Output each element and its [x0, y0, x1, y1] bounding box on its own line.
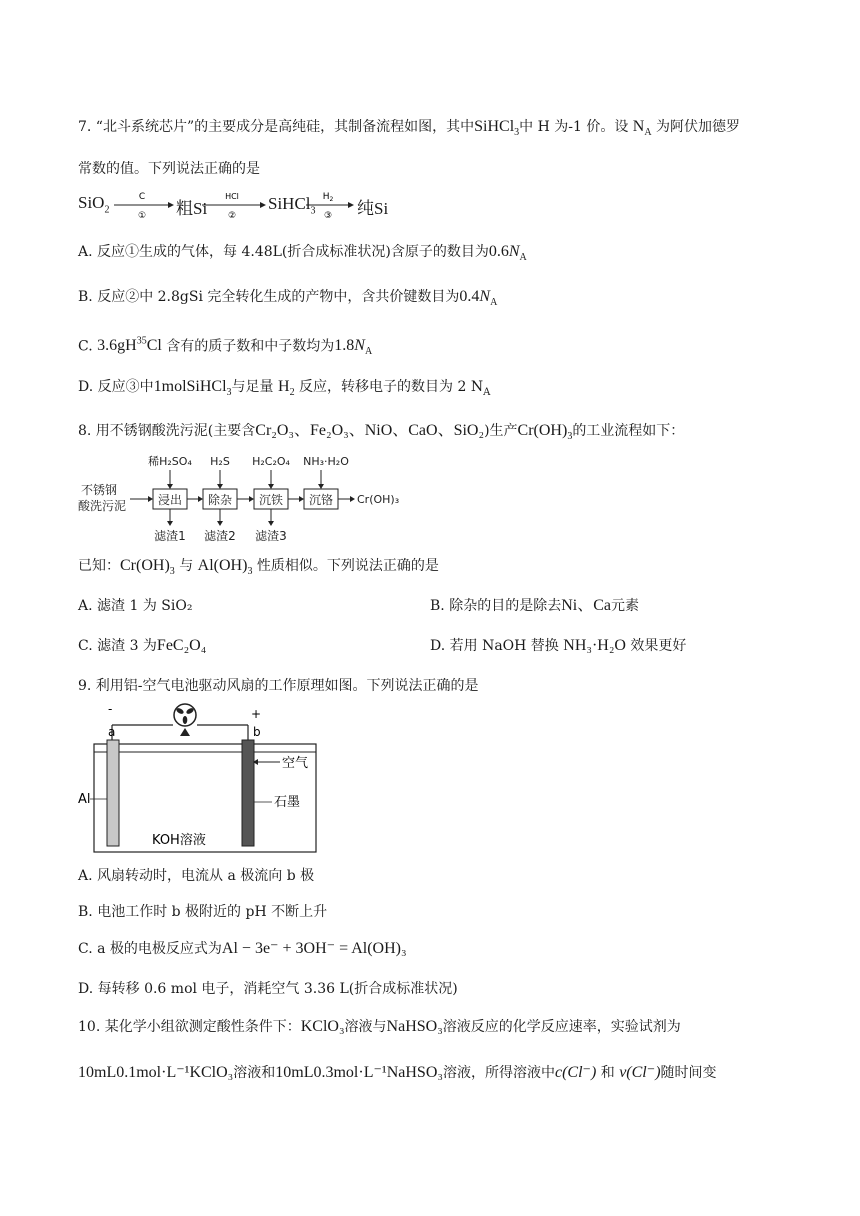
q7-arrow3-top: $H_2$ [322, 192, 334, 203]
q7-stem-line2: 常数的值。下列说法正确的是 [78, 161, 260, 177]
q7-option-a-text: A. 反应①生成的气体，每 4.48L(折合成标准状况)含原子的数目为 [78, 244, 489, 260]
q7-option-d-text-a: D. 反应③中 [78, 379, 154, 395]
q7-arrow1-top: C [138, 192, 146, 202]
q8-known-f1-text: Cr(OH) [120, 557, 170, 574]
q7-option-c-isotope: 35 [136, 336, 147, 347]
q7-na-text: N [632, 118, 645, 135]
q10-stem-kclo3: KClO₃ [300, 1018, 345, 1035]
q7-stem-text-b: 中 H 为-1 价。设 [519, 119, 629, 135]
q9-option-c-formula: Al − 3e⁻ + 3OH⁻ = Al(OH)₃ [221, 940, 407, 957]
q8-option-b-text-b: 元素 [610, 598, 639, 614]
q7-flow-sio2: SiO$_2$ [78, 193, 110, 216]
q9-battery-diagram [72, 700, 332, 860]
q8-option-c-formula: FeC₂O₄ [156, 637, 207, 654]
q7-option-a [78, 242, 527, 268]
q7-stem-text-c: 为阿伏加德罗 [656, 119, 741, 135]
q7-option-c-val: $1.8N_A$ [334, 337, 373, 358]
q8-known-f2: $Al(OH)_3$ [197, 557, 253, 578]
q8-step-4: 沉铬 [308, 493, 334, 507]
q8-step-2: 除杂 [207, 493, 233, 507]
q8-known-f2-text: Al(OH) [197, 557, 248, 574]
q9-al-electrode [107, 740, 119, 846]
q8-option-d-text: D. 若用 NaOH 替换 [430, 638, 559, 654]
q8-option-b-text: B. 除杂的目的是除去 [430, 598, 562, 614]
q8-stem-text-a: 8. 用不锈钢酸洗污泥(主要含 [78, 423, 256, 439]
q7-arrow3-bottom: ③ [323, 211, 333, 221]
q8-residue-1: 滤渣1 [154, 529, 186, 543]
q7-flow-sihcl3-text: SiHCl [268, 194, 311, 213]
q10-line2-reagent2: 10mL0.3mol·L⁻¹NaHSO₃ [275, 1064, 443, 1081]
q7-stem-line1 [78, 117, 740, 143]
q7-option-b-text: B. 反应②中 2.8gSi 完全转化生成的产物中，含共价键数目为 [78, 289, 460, 305]
q8-option-d-formula: NH₃·H₂O [563, 637, 626, 654]
q8-option-b [430, 596, 639, 616]
q8-stem-species: Cr₂O₃、Fe₂O₃、NiO、CaO、SiO₂ [255, 422, 485, 439]
q10-stem-text-c: 溶液反应的化学反应速率，实验试剂为 [442, 1019, 681, 1035]
q7-sihcl3: SiHCl$_3$ [474, 118, 520, 139]
q7-option-d-text-c: 反应，转移电子的数目为 [299, 379, 454, 395]
q7-na: $N_A$ [632, 118, 652, 139]
q7-flow-crude-si: 粗Si [176, 199, 208, 218]
q10-line2-conc: c(Cl⁻) [554, 1064, 597, 1081]
q8-known [78, 556, 439, 582]
q7-flow-pure-si: 纯Si [357, 199, 389, 218]
q10-line2-and: 和 [600, 1065, 615, 1081]
q9-solution-label: KOH溶液 [152, 833, 206, 848]
q7-option-d-val: 2 $N_A$ [457, 379, 491, 398]
q8-option-c-text: C. 滤渣 3 为 [78, 638, 157, 654]
q7-option-a-num: 0.6 [488, 243, 509, 260]
q9-graphite-label: 石墨 [274, 795, 301, 810]
q8-known-f1: $Cr(OH)_3$ [120, 557, 175, 578]
q8-residue-3: 滤渣3 [255, 529, 287, 543]
q7-arrow2-top: HCl [225, 192, 239, 201]
q7-option-c-mass: 3.6gH [97, 337, 137, 355]
q8-reagent-2: H₂S [210, 455, 230, 468]
q7-option-c-formula [97, 337, 162, 354]
q8-option-d [430, 636, 686, 656]
q7-arrow1-bottom: ① [137, 211, 147, 221]
q8-flow-product: Cr(OH)₃ [357, 493, 400, 506]
q10-stem-line2 [78, 1063, 717, 1083]
q9-graphite-electrode [242, 740, 254, 846]
q7-option-b-num: 0.4 [459, 288, 480, 305]
q7-option-c-text: 含有的质子数和中子数均为 [166, 338, 335, 355]
q7-flow [78, 192, 109, 221]
q7-arrow2-bottom: ② [227, 211, 237, 221]
q8-step-3: 沉铁 [258, 493, 284, 507]
q7-option-d-sihcl3: 1molSiHCl [153, 378, 227, 395]
q7-option-c [78, 332, 372, 363]
q10-line2-rate: v(Cl⁻) [619, 1064, 661, 1081]
q9-label-b: b [253, 725, 261, 739]
q10-line2-text-b: 溶液，所得溶液中 [442, 1065, 555, 1081]
q9-option-a: A. 风扇转动时，电流从 a 极流向 b 极 [78, 868, 315, 884]
q8-flow-diagram [76, 452, 416, 544]
q8-reagent-1: 稀H₂SO₄ [148, 455, 192, 468]
q9-minus: - [108, 702, 113, 716]
q8-stem-product: $Cr(OH)_3$ [517, 422, 573, 443]
q7-option-d-h2: $H_2$ [278, 378, 295, 399]
q7-option-a-val: $0.6N_A$ [488, 243, 527, 264]
q8-known-and: 与 [179, 558, 194, 574]
q10-line2-text-e: 随时间变 [660, 1065, 717, 1081]
q9-stem: 9. 利用铝-空气电池驱动风扇的工作原理如图。下列说法正确的是 [78, 678, 479, 694]
q7-stem-text: 7. “北斗系统芯片”的主要成分是高纯硅，其制备流程如图，其中 [78, 119, 475, 135]
q7-option-c-prefix: C. [78, 338, 93, 355]
q7-flow-sio2-text: SiO [78, 193, 105, 212]
q10-stem-line1 [78, 1017, 681, 1037]
q8-stem-product-text: Cr(OH) [517, 422, 568, 439]
q8-stem-text-c: 的工业流程如下： [572, 423, 685, 439]
q7-sihcl3-text: SiHCl [474, 118, 515, 135]
q8-option-a: A. 滤渣 1 为 SiO₂ [78, 598, 193, 614]
q7-option-c-cl: Cl [146, 337, 162, 355]
q7-option-b-val: $0.4N_A$ [459, 288, 498, 309]
q8-reagent-4: NH₃·H₂O [303, 455, 349, 468]
q7-option-d-formula: 1molSiHCl$_3$ [153, 378, 232, 399]
q7-option-b [78, 287, 497, 313]
q9-option-c [78, 939, 407, 959]
q9-air-label: 空气 [282, 756, 309, 771]
q8-reagent-3: H₂C₂O₄ [252, 455, 290, 468]
q8-step-1: 浸出 [157, 493, 183, 507]
q7-option-d-num: 2 N [457, 379, 484, 395]
q7-option-d-h: H [278, 378, 290, 395]
q8-option-d-text-b: 效果更好 [630, 638, 687, 654]
q8-known-label: 已知： [78, 558, 120, 574]
q7-option-c-num: 1.8 [334, 337, 355, 355]
q8-known-text: 性质相似。下列说法正确的是 [256, 558, 439, 574]
q7-option-d [78, 377, 490, 403]
q8-flow-start-2: 酸洗污泥 [78, 499, 127, 513]
q8-flow-start-1: 不锈钢 [81, 483, 118, 497]
q8-option-c [78, 636, 206, 656]
q9-option-d: D. 每转移 0.6 mol 电子，消耗空气 3.36 L(折合成标准状况) [78, 981, 458, 997]
q10-stem-nahso3: NaHSO₃ [386, 1018, 443, 1035]
q8-option-b-formula: Ni、Ca [561, 597, 611, 614]
q10-line2-reagent1: 10mL0.1mol·L⁻¹KClO₃ [78, 1064, 234, 1081]
q8-residue-2: 滤渣2 [204, 529, 236, 543]
q7-option-d-text-b: 与足量 [231, 379, 274, 395]
q10-line2-text-a: 溶液和 [233, 1065, 276, 1081]
q9-label-a: a [108, 725, 116, 739]
q9-option-c-text: C. a 极的电极反应式为 [78, 941, 222, 957]
q9-plus: + [251, 707, 262, 721]
q9-al-label: Al [78, 792, 91, 807]
q9-option-b: B. 电池工作时 b 极附近的 pH 不断上升 [78, 904, 328, 920]
q8-stem-text-b: )生产 [484, 423, 518, 439]
q8-stem [78, 421, 684, 447]
q10-stem-text-a: 10. 某化学小组欲测定酸性条件下： [78, 1019, 301, 1035]
q10-stem-text-b: 溶液与 [344, 1019, 387, 1035]
q7-flow-sihcl3: SiHCl$_3$ [268, 194, 316, 217]
